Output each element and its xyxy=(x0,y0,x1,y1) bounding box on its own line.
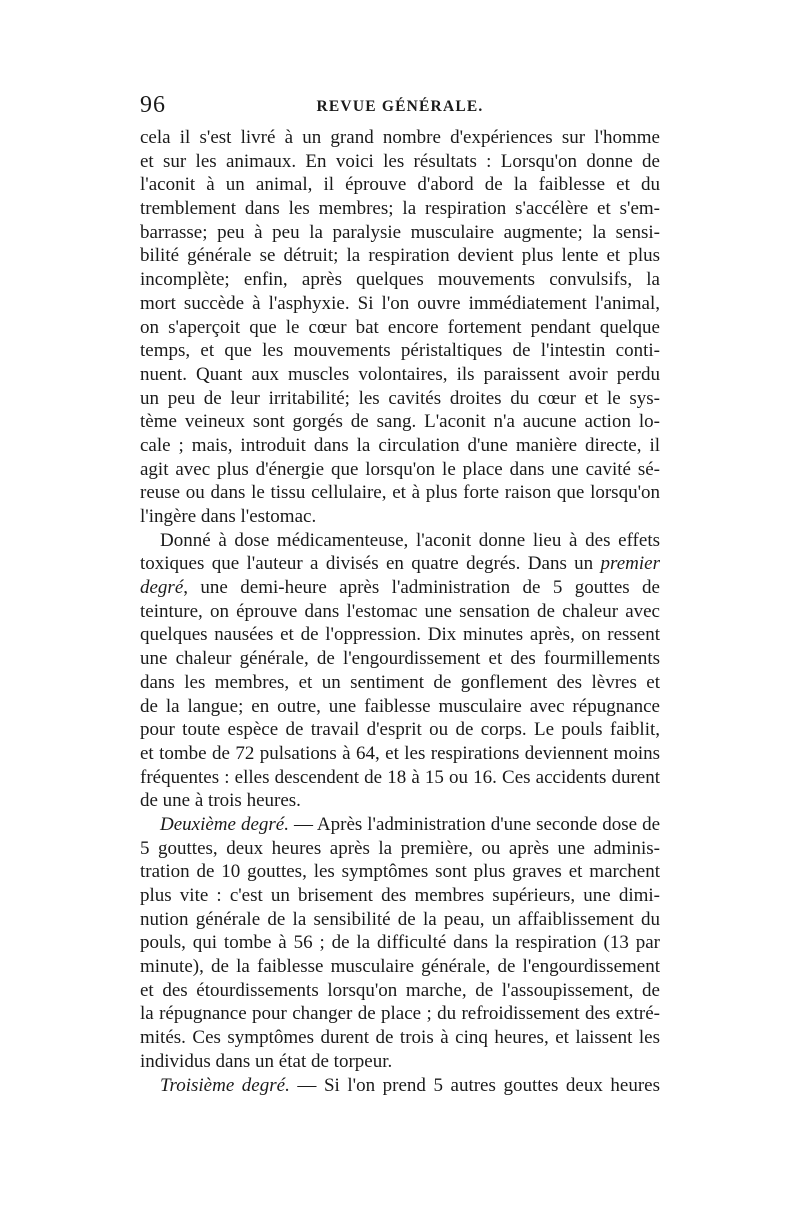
text-line: plus vite : c'est un brisement des membres supérieurs, une dimi- xyxy=(140,885,660,906)
text-line: tème veineux sont gorgés de sang. L'aconit n'a aucune action lo- xyxy=(140,411,660,433)
text-line: l'ingère dans l'estomac. xyxy=(140,506,317,527)
text-line: bilité générale se détruit; la respiration devient plus lente et plus xyxy=(140,245,660,267)
text-line: teinture, on éprouve dans l'estomac une sensation de chaleur avec xyxy=(140,600,660,622)
text-line: barrasse; peu à peu la paralysie musculaire augmente; la sensi- xyxy=(140,221,660,243)
text-line: degré, une demi-heure après l'administration de 5 gouttes de xyxy=(140,577,660,599)
text-line: quelques nausées et de l'oppression. Dix minutes après, on ressent xyxy=(140,624,660,646)
text-line: agit avec plus d'énergie que lorsqu'on le place dans une cavité sé- xyxy=(140,458,660,480)
text-line: Donné à dose médicamenteuse, l'aconit donne lieu à des effets xyxy=(160,529,660,551)
text-line: Deuxième degré. — Après l'administration d'une seconde dose de xyxy=(160,813,660,835)
text-line: de la langue; en outre, une faiblesse musculaire avec répugnance xyxy=(140,695,660,717)
text-line: cela il s'est livré à un grand nombre d'expériences sur l'homme xyxy=(140,127,660,148)
text-line: mités. Ces symptômes durent de trois à cinq heures, et laissent les xyxy=(140,1027,660,1049)
text-line: et sur les animaux. En voici les résultats : Lorsqu'on donne de xyxy=(140,150,660,172)
text-line: et des étourdissements lorsqu'on marche, de l'assoupissement, de xyxy=(140,979,660,1001)
text-line: on s'aperçoit que le cœur bat encore fortement pendant quelque xyxy=(140,316,660,338)
page-header xyxy=(140,92,660,122)
text-line: toxiques que l'auteur a divisés en quatre degrés. Dans un premier xyxy=(140,553,660,575)
text-line: minute), de la faiblesse musculaire générale, de l'engourdissement xyxy=(140,956,660,978)
page-number: 96 xyxy=(140,92,166,118)
text-line: cale ; mais, introduit dans la circulation d'une manière directe, il xyxy=(140,434,660,456)
text-line: Troisième degré. — Si l'on prend 5 autres gouttes deux heures xyxy=(160,1074,660,1096)
text-line: fréquentes : elles descendent de 18 à 15 ou 16. Ces accidents durent xyxy=(140,766,660,788)
running-title: REVUE GÉNÉRALE. xyxy=(316,98,484,115)
text-line: tration de 10 gouttes, les symptômes sont plus graves et marchent xyxy=(140,861,660,883)
text-line: de une à trois heures. xyxy=(140,790,301,812)
text-line: pour toute espèce de travail d'esprit ou de corps. Le pouls faiblit, xyxy=(140,719,660,741)
text-line: individus dans un état de torpeur. xyxy=(140,1050,393,1072)
text-line: nution générale de la sensibilité de la peau, un affaiblissement du xyxy=(140,908,660,930)
text-line: tremblement dans les membres; la respiration s'accélère et s'em- xyxy=(140,198,660,220)
body-text xyxy=(140,126,660,1097)
text-line: temps, et que les mouvements péristaltiques de l'intestin conti- xyxy=(140,340,660,362)
text-line: dans les membres, et un sentiment de gonflement des lèvres et xyxy=(140,671,660,693)
text-line: la répugnance pour changer de place ; du refroidissement des extré- xyxy=(140,1003,660,1025)
text-line: l'aconit à un animal, il éprouve d'abord de la faiblesse et du xyxy=(140,174,660,196)
text-line: 5 gouttes, deux heures après la première, ou après une adminis- xyxy=(140,837,660,859)
text-line: une chaleur générale, de l'engourdissement et des fourmillements xyxy=(140,648,660,670)
text-line: reuse ou dans le tissu cellulaire, et à plus forte raison que lorsqu'on xyxy=(140,482,660,504)
text-line: pouls, qui tombe à 56 ; de la difficulté dans la respiration (13 par xyxy=(140,932,660,954)
text-line: et tombe de 72 pulsations à 64, et les respirations deviennent moins xyxy=(140,742,660,764)
text-line: nuent. Quant aux muscles volontaires, ils paraissent avoir perdu xyxy=(140,363,660,385)
text-line: un peu de leur irritabilité; les cavités droites du cœur et le sys- xyxy=(140,387,660,409)
text-line: incomplète; enfin, après quelques mouvements convulsifs, la xyxy=(140,269,660,291)
text-line: mort succède à l'asphyxie. Si l'on ouvre immédiatement l'animal, xyxy=(140,292,660,314)
